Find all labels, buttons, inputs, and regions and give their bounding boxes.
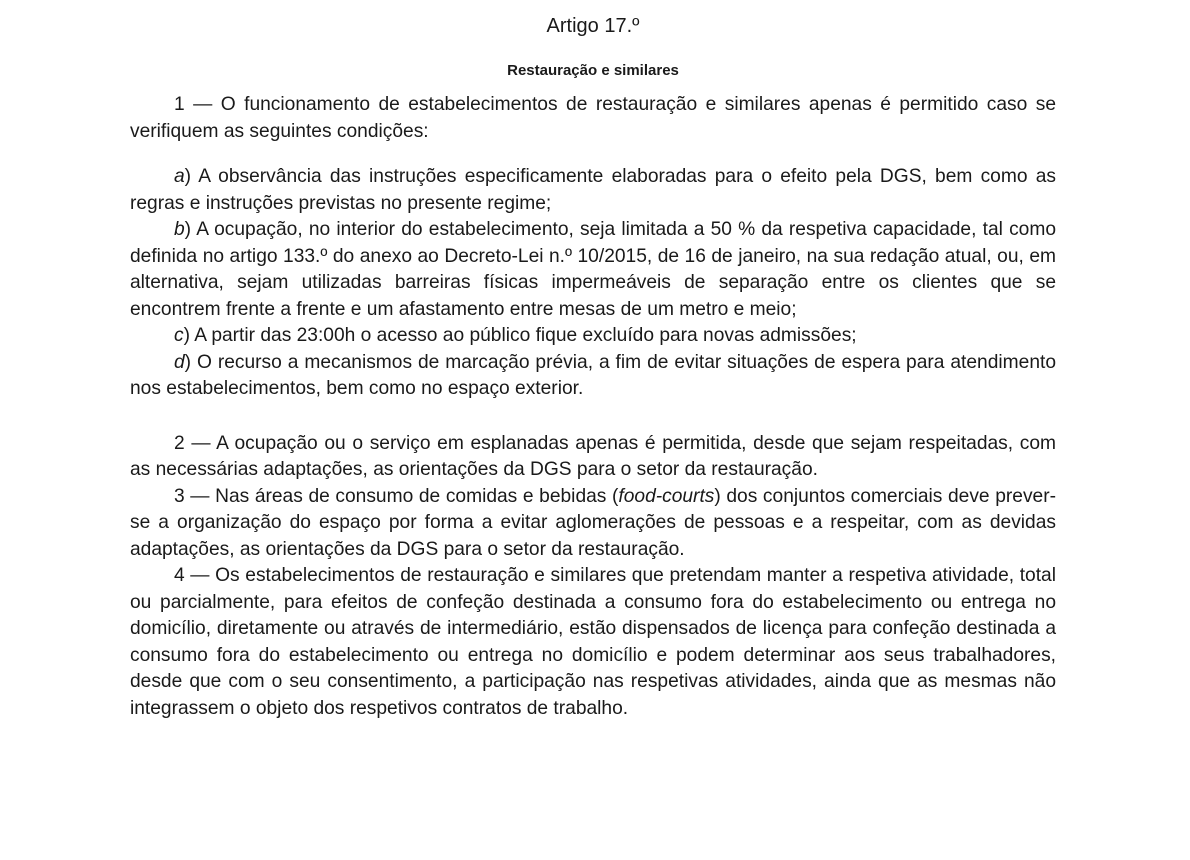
document-page xyxy=(130,0,1056,722)
item-c-letter: c xyxy=(174,325,184,346)
item-b-letter: b xyxy=(174,219,185,240)
paragraph-1-text: 1 — O funcionamento de estabelecimentos de restauração e similares apenas é permitido caso se verifiquem as seguintes condições: xyxy=(130,94,1056,142)
paragraph-3-italic: food-courts xyxy=(618,485,715,507)
item-d xyxy=(130,350,1056,403)
paragraph-1 xyxy=(130,92,1056,145)
paragraph-3 xyxy=(130,484,1056,564)
item-c xyxy=(130,323,1056,350)
item-d-text: ) O recurso a mecanismos de marcação prévia, a fim de evitar situações de espera para atendimento nos estabelecimentos, bem como no espaço exterior. xyxy=(130,351,1056,399)
paragraph-2 xyxy=(130,431,1056,484)
article-heading: Restauração e similares xyxy=(507,62,679,79)
paragraph-4-text: 4 — Os estabelecimentos de restauração e similares que pretendam manter a respetiva atividade, total ou parcialmente, para efeitos de confeção destinada a consumo fora do estabelecimento ou entrega no domicílio, diretamente ou através de intermediário, estão dispensados de licença para confeção destinada a consumo fora do estabelecimento ou entrega no domicílio e podem determinar aos seus trabalhadores, desde que com o seu consentimento, a participação nas respetivas atividades, ainda que as mesmas não integrassem o objeto dos respetivos contratos de trabalho. xyxy=(130,565,1056,719)
paragraph-3-before: 3 — Nas áreas de consumo de comidas e bebidas ( xyxy=(174,485,619,507)
item-b-text: ) A ocupação, no interior do estabelecimento, seja limitada a 50 % da respetiva capacidade, tal como definida no artigo 133.º do anexo ao Decreto-Lei n.º 10/2015, de 16 de janeiro, na sua redação atual, ou, em alternativa, sejam utilizadas barreiras físicas impermeáveis de separação entre os clientes que se encontrem frente a frente e um afastamento entre mesas de um metro e meio; xyxy=(130,219,1056,320)
article-number: Artigo 17.º xyxy=(546,15,640,37)
item-a-letter: a xyxy=(174,166,185,187)
item-c-text: ) A partir das 23:00h o acesso ao público fique excluído para novas admissões; xyxy=(183,325,857,346)
paragraph-4 xyxy=(130,563,1056,722)
paragraph-3-after: ) dos conjuntos comerciais deve prever-se a organização do espaço por forma a evitar aglomerações de pessoas e a respeitar, com as devidas adaptações, as orientações da DGS para o setor da restauração. xyxy=(130,485,1056,560)
item-a-text: ) A observância das instruções especificamente elaboradas para o efeito pela DGS, bem como as regras e instruções previstas no presente regime; xyxy=(130,166,1056,214)
item-d-letter: d xyxy=(174,351,185,373)
item-a xyxy=(130,164,1056,217)
item-b xyxy=(130,217,1056,323)
paragraph-2-text: 2 — A ocupação ou o serviço em esplanadas apenas é permitida, desde que sejam respeitadas, com as necessárias adaptações, as orientações da DGS para o setor da restauração. xyxy=(130,432,1056,480)
